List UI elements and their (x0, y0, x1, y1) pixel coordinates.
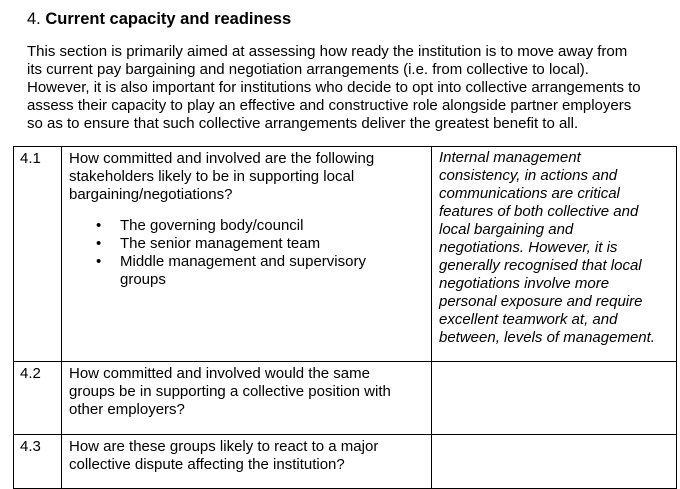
question-line: stakeholders likely to be in supporting local (69, 168, 355, 185)
list-item-text: groups (120, 271, 166, 288)
question-line: other employers? (69, 401, 185, 418)
note-line: negotiations involve more (439, 275, 610, 292)
bullet-icon: • (96, 235, 102, 252)
bullet-icon: • (96, 253, 102, 270)
intro-line: its current pay bargaining and negotiation arrangements (i.e. from collective to local). (27, 61, 589, 78)
table-row (14, 362, 677, 435)
note-line: features of both collective and (439, 203, 639, 220)
note-line: between, levels of management. (439, 329, 655, 346)
list-item (69, 253, 427, 289)
list-item-text: Middle management and supervisory (120, 253, 366, 270)
note-line: generally recognised that local (439, 257, 642, 274)
row-number: 4.3 (14, 435, 62, 489)
question-line: How committed and involved would the same (69, 365, 370, 382)
table-row (14, 435, 677, 489)
question-cell (62, 435, 432, 489)
bullet-icon: • (96, 217, 102, 234)
intro-line: However, it is also important for institutions who decide to opt into collective arrangements to (27, 79, 641, 96)
question-line: How are these groups likely to react to a major (69, 438, 379, 455)
question-cell (62, 362, 432, 435)
note-line: local bargaining and (439, 221, 574, 238)
stakeholder-list (69, 217, 427, 289)
empty-note-cell (432, 435, 677, 489)
list-item (69, 217, 427, 235)
note-line: negotiations. However, it is (439, 239, 618, 256)
table-row (14, 147, 677, 362)
empty-note-cell (432, 362, 677, 435)
question-cell (62, 147, 432, 362)
list-item-text: The senior management team (120, 235, 321, 252)
section-heading (27, 9, 291, 29)
question-line: How committed and involved are the following (69, 150, 375, 167)
assessment-table (13, 146, 677, 489)
row-number: 4.2 (14, 362, 62, 435)
note-line: Internal management (439, 149, 581, 166)
note-line: excellent teamwork at, and (439, 311, 618, 328)
intro-line: so as to ensure that such collective arrangements deliver the greatest benefit to all. (27, 115, 579, 132)
guidance-note (432, 147, 677, 362)
note-line: communications are critical (439, 185, 620, 202)
intro-line: This section is primarily aimed at assessing how ready the institution is to move away from (27, 43, 628, 60)
list-item (69, 235, 427, 253)
list-item-text: The governing body/council (120, 217, 304, 234)
question-line: bargaining/negotiations? (69, 186, 233, 203)
note-line: consistency, in actions and (439, 167, 618, 184)
question-line: collective dispute affecting the institution? (69, 456, 345, 473)
section-title: Current capacity and readiness (45, 10, 292, 28)
question-line: groups be in supporting a collective position with (69, 383, 391, 400)
intro-line: assess their capacity to play an effective and constructive role alongside partner employers (27, 97, 632, 114)
row-number: 4.1 (14, 147, 62, 362)
note-line: personal exposure and require (439, 293, 643, 310)
intro-paragraph (27, 43, 677, 133)
section-number: 4. (27, 10, 41, 28)
